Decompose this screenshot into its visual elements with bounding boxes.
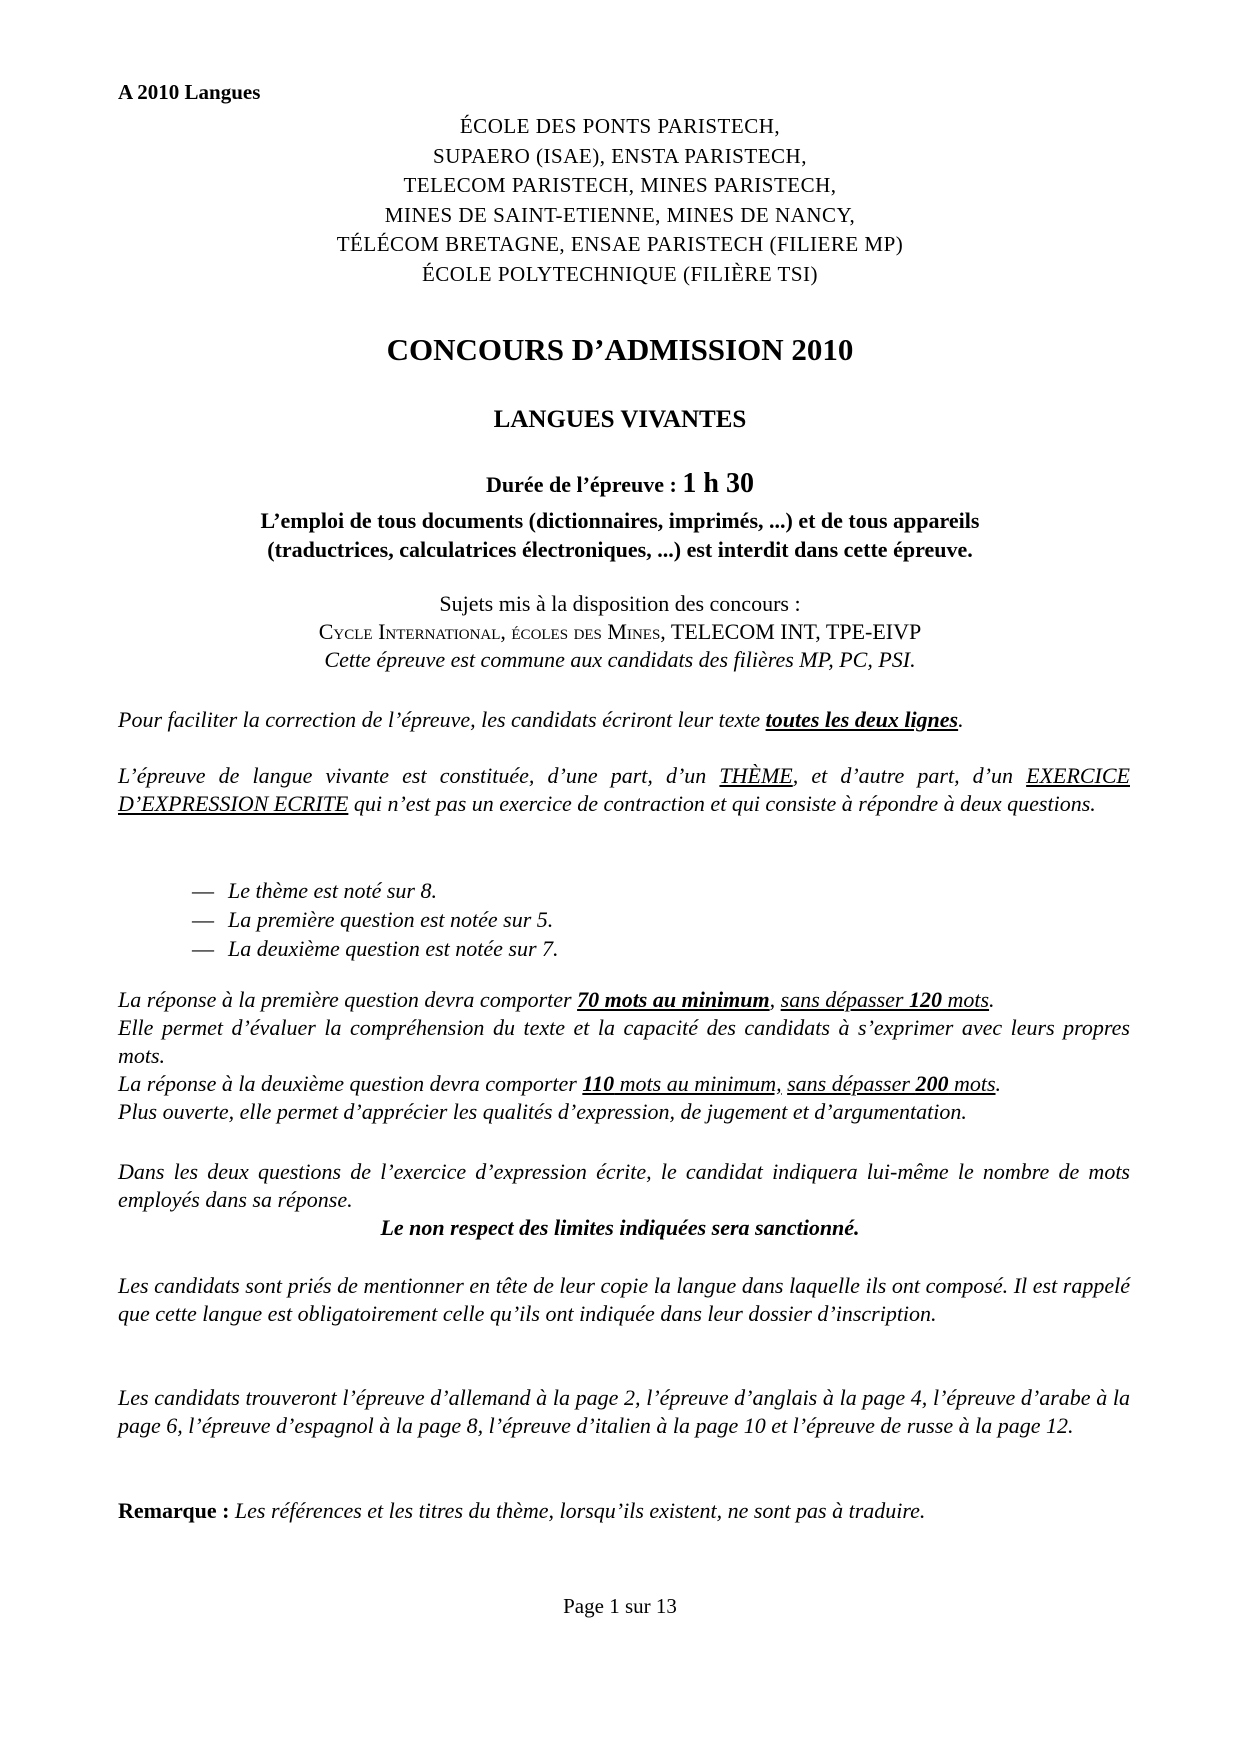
common-note: Cette épreuve est commune aux candidats des filières MP, PC, PSI. [324,647,916,672]
availability-intro: Sujets mis à la disposition des concours : [439,591,801,616]
text-run: . [958,707,964,732]
list-item [192,934,559,963]
duration-value: 1 h 30 [682,468,754,499]
minimum-words-1 [577,987,770,1012]
text-run: sans dépasser [787,1071,916,1096]
dash-icon: — [192,907,214,932]
text-run: . [989,987,995,1012]
list-item [192,905,559,934]
schools-list [0,112,1240,289]
text-run: La réponse à la deuxième question devra comporter [118,1071,583,1096]
list-item-text: La deuxième question est notée sur 7. [228,936,559,961]
school-line: TÉLÉCOM BRETAGNE, ENSAE PARISTECH (FILIERE MP) [336,232,904,256]
text-run: L’épreuve de langue vivante est constituée, d’une part, d’un [118,763,720,788]
school-line: ÉCOLE DES PONTS PARISTECH, [459,114,781,138]
duration-line [0,468,1240,500]
maximum-words-2 [787,1071,995,1096]
prohibition-line: L’emploi de tous documents (dictionnaires, imprimés, ...) et de tous appareils [260,508,980,533]
text-run: Pour faciliter la correction de l’épreuve, les candidats écriront leur texte [118,707,766,732]
text-run: , et d’autre part, d’un [792,763,1027,788]
word-count-paragraph: Dans les deux questions de l’exercice d’expression écrite, le candidat indiquera lui-même le nombre de mots employés dans sa réponse. [118,1159,1130,1212]
text-run: , [769,987,781,1012]
school-line: SUPAERO (ISAE), ENSTA PARISTECH, [433,143,807,168]
dash-icon: — [192,936,214,961]
pages-paragraph: Les candidats trouveront l’épreuve d’allemand à la page 2, l’épreuve d’anglais à la page 4, l’épreuve d’arabe à la page 6, l’épreuve d’espagnol à la page 8, l’épreuve d’italien à la page 10 et l’épreuve de russe à la page 12. [118,1385,1130,1438]
comprehension-note: Elle permet d’évaluer la compréhension du texte et la capacité des candidats à s’exprimer avec leurs propres mots. [118,1015,1130,1068]
school-line: TELECOM PARISTECH, MINES PARISTECH, [403,173,837,197]
minimum-words-2 [582,1071,781,1096]
text-run: qui n’est pas un exercice de contraction et qui consiste à répondre à deux questions. [348,791,1096,816]
emphasis-lines: toutes les deux lignes [765,707,959,732]
text-run: . [995,1071,1002,1096]
availability-block [0,590,1240,674]
availability-list: Cycle International, écoles des Mines, TELECOM INT, TPE-EIVP [318,619,922,644]
theme-term: THÈME [719,763,793,788]
school-line: MINES DE SAINT-ETIENNE, MINES DE NANCY, [384,202,856,227]
maximum-words-1 [781,987,989,1012]
text-run: sans dépasser [780,987,909,1012]
word-limits-line [118,986,1130,1014]
text-run: 110 [582,1071,615,1096]
page-title: CONCOURS D’ADMISSION 2010 [386,332,854,367]
correction-paragraph [118,706,1130,734]
dash-icon: — [192,878,214,903]
remark [118,1498,925,1524]
language-paragraph: Les candidats sont priés de mentionner en tête de leur copie la langue dans laquelle ils ont composé. Il est rappelé que cette langue est obligatoirement celle qu’ils ont indiquée dans leur dossier d’inscription. [118,1273,1130,1326]
list-item-text: La première question est notée sur 5. [228,907,554,932]
text-run: 200 [915,1071,949,1096]
expression-term: EXERCICE D’EXPRESSION ECRITE [118,763,1130,816]
remark-text: Les références et les titres du thème, lorsqu’ils existent, ne sont pas à traduire. [234,1498,926,1523]
prohibition-notice [0,506,1240,564]
text-run: 70 mots au minimum [577,987,770,1012]
structure-paragraph [118,762,1130,818]
header-code: A 2010 Langues [118,80,261,104]
duration-label: Durée de l’épreuve : [486,472,683,497]
sanction-notice: Le non respect des limites indiquées sera sanctionné. [380,1215,860,1240]
list-item-text: Le thème est noté sur 8. [228,878,437,903]
remark-label: Remarque : [118,1498,235,1523]
text-run: mots [941,987,990,1012]
page-footer: Page 1 sur 13 [563,1594,677,1618]
subject-title: LANGUES VIVANTES [493,406,747,433]
scoring-list [192,876,559,963]
argumentation-note: Plus ouverte, elle permet d’apprécier les qualités d’expression, de jugement et d’argumentation. [118,1099,967,1124]
text-run: mots au minimum, [614,1071,782,1096]
text-run: 120 [908,987,942,1012]
school-line: ÉCOLE POLYTECHNIQUE (FILIÈRE TSI) [421,261,819,286]
word-limits-paragraph [118,986,1130,1126]
text-run: mots [948,1071,996,1096]
list-item [192,876,559,905]
prohibition-line: (traductrices, calculatrices électroniques, ...) est interdit dans cette épreuve. [267,537,973,562]
word-limits-line [118,1070,1130,1098]
text-run: La réponse à la première question devra comporter [118,987,578,1012]
